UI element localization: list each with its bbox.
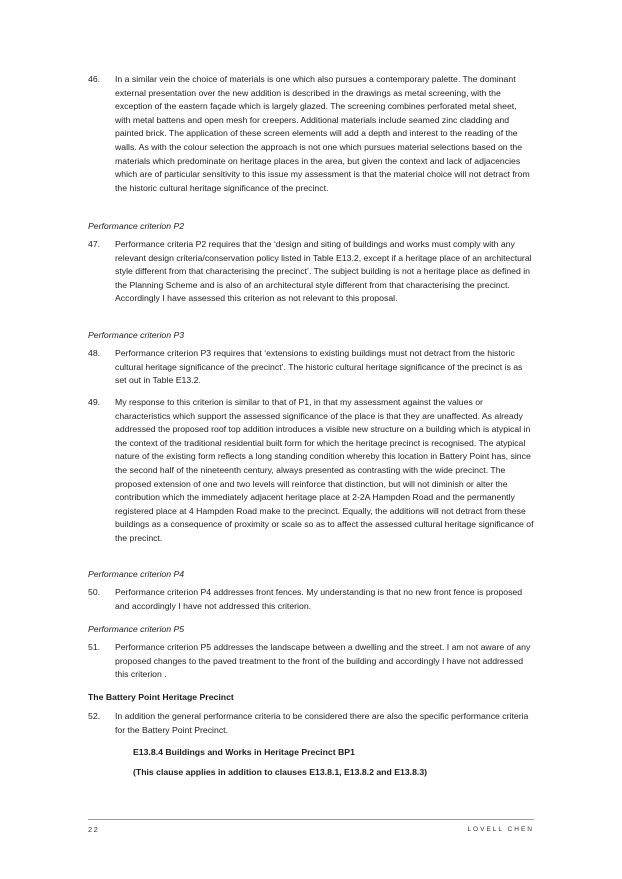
clause-note: (This clause applies in addition to clauses E13.8.1, E13.8.2 and E13.8.3): [133, 767, 428, 777]
paragraph-52: [88, 710, 534, 737]
paragraph-number: 52.: [88, 711, 101, 721]
footer-brand: LOVELL CHEN: [467, 826, 534, 833]
paragraph-text: In a similar vein the choice of materials is one which also pursues a contemporary palette. The dominant external presentation over the new addition is described in the drawings as metal screening, with the exception of the eastern façade which is largely glazed. The screening combines perforated metal sheet, with metal battens and open mesh for creepers. Additional materials include seamed zinc cladding and painted brick. The application of these screen elements will add a depth and interest to the reading of the walls. As with the colour selection the approach is not one which pursues material selections based on the materials which predominate on heritage places in the area, but given the context and lack of adjacencies which are of particular sensitivity to this issue my assessment is that the material choice will not detract from the historic cultural heritage significance of the precinct.: [115, 74, 530, 193]
paragraph-text: Performance criteria P2 requires that the ‘design and siting of buildings and works must comply with any relevant design criteria/conservation policy listed in Table E13.2, except if a heritage place of an architectural style different from that characterising the precinct’. The subject building is not a heritage place as defined in the Planning Scheme and is also of an architectural style different from that characterising the precinct. Accordingly I have assessed this criterion as not relevant to this proposal.: [115, 239, 532, 304]
paragraph-49: [88, 396, 534, 546]
paragraph-48: [88, 347, 534, 388]
paragraph-text: Performance criterion P5 addresses the landscape between a dwelling and the street. I am not aware of any proposed changes to the paved treatment to the front of the building and accordingly I have not addressed this criterion .: [115, 642, 531, 680]
paragraph-47: [88, 238, 534, 306]
heading-performance-criterion-p5: Performance criterion P5: [88, 624, 185, 634]
paragraph-number: 46.: [88, 74, 101, 84]
paragraph-number: 50.: [88, 587, 101, 597]
heading-battery-point-precinct: The Battery Point Heritage Precinct: [88, 692, 234, 702]
paragraph-46: [88, 73, 534, 195]
footer-divider: [88, 819, 534, 820]
heading-performance-criterion-p4: Performance criterion P4: [88, 569, 185, 579]
page-number: 22: [88, 825, 100, 834]
heading-performance-criterion-p3: Performance criterion P3: [88, 330, 185, 340]
heading-performance-criterion-p2: Performance criterion P2: [88, 221, 185, 231]
paragraph-51: [88, 641, 534, 682]
paragraph-number: 51.: [88, 642, 101, 652]
paragraph-number: 49.: [88, 397, 101, 407]
paragraph-text: In addition the general performance criteria to be considered there are also the specific performance criteria for the Battery Point Precinct.: [115, 711, 529, 735]
paragraph-text: Performance criterion P4 addresses front fences. My understanding is that no new front fence is proposed and accordingly I have not addressed this criterion.: [115, 587, 523, 611]
paragraph-text: Performance criterion P3 requires that ‘extensions to existing buildings must not detract from the historic cultural heritage significance of the precinct’. The historic cultural heritage significance of the precinct is as set out in Table E13.2.: [115, 348, 523, 386]
paragraph-50: [88, 586, 534, 613]
paragraph-number: 47.: [88, 239, 101, 249]
clause-title: E13.8.4 Buildings and Works in Heritage Precinct BP1: [133, 747, 355, 757]
paragraph-text: My response to this criterion is similar to that of P1, in that my assessment against the values or characteristics which support the assessed significance of the place is that they are unaffected. As already addressed the proposed roof top addition introduces a visible new structure on a building which is atypical in the context of the traditional residential built form for which the heritage precinct is recognised. The atypical nature of the existing form reflects a long standing condition whereby this location in Battery Point has, since the second half of the nineteenth century, always presented as contrasting with the wide precinct. The proposed extension of one and two levels will reinforce that distinction, but will not diminish or alter the contribution which the immediately adjacent heritage place at 2-2A Hampden Road and the permanently registered place at 4 Hampden Road make to the precinct. Equally, the additions will not detract from these buildings as a consequence of proximity or scale so as to affect the assessed cultural heritage significance of the precinct.: [115, 397, 534, 543]
paragraph-number: 48.: [88, 348, 101, 358]
